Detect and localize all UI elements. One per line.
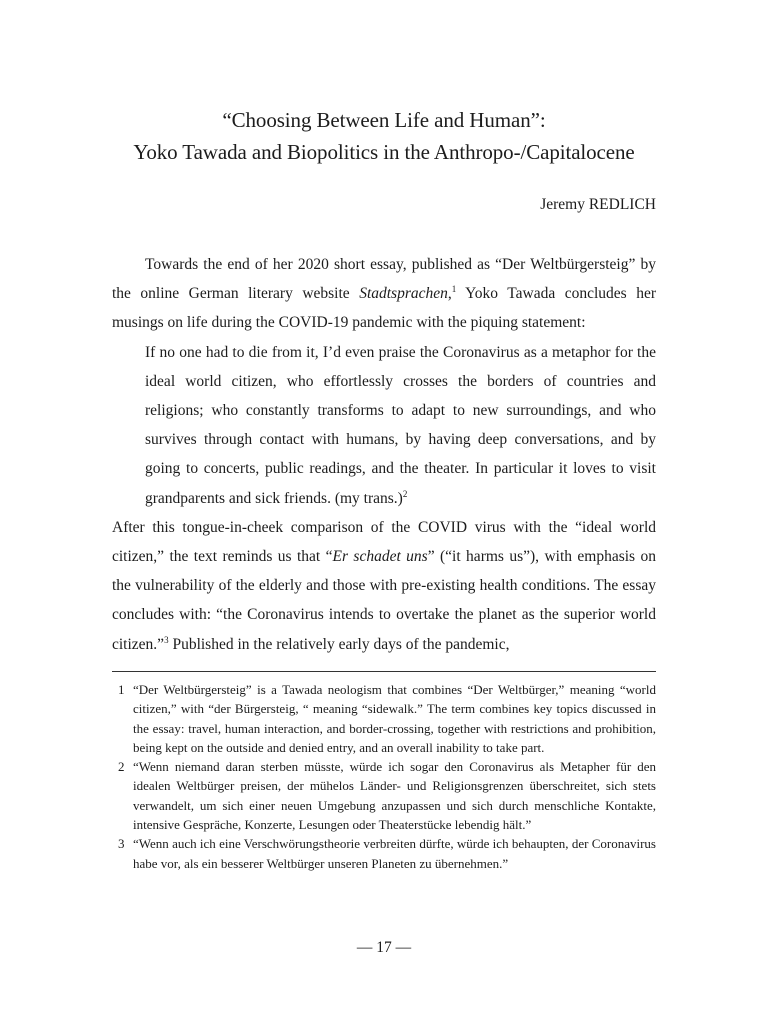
paragraph-1-italic: Stadtsprachen xyxy=(359,285,448,303)
paragraph-2-italic: Er schadet uns xyxy=(332,548,428,566)
author-name: Jeremy REDLICH xyxy=(540,196,656,213)
footnote-number: 1 xyxy=(118,682,125,697)
footnote-ref-2[interactable]: 2 xyxy=(402,488,408,499)
footnote-number: 3 xyxy=(118,836,125,852)
paragraph-2-text-c: Published in the relatively early days of the pandemic, xyxy=(168,635,510,653)
paragraph-1-text-c: Yoko Tawada concludes her musings on life during the COVID-19 pandemic with the piquing statement: xyxy=(112,285,657,332)
paper-title xyxy=(112,104,656,168)
page-number: — 17 — xyxy=(356,939,412,956)
paragraph-1-text-b: , xyxy=(447,285,452,303)
body-text xyxy=(112,250,656,659)
title-line-1: “Choosing Between Life and Human”: xyxy=(222,108,546,132)
footnote-number: 2 xyxy=(118,759,125,775)
footnote-text: “Wenn niemand daran sterben müsste, würde ich sogar den Coronavirus als Metapher für den idealen Weltbürger preisen, der mühelos Länder- und Religionsgrenzen überschreitet, sich stets verwandelt, um sich einer neuen Umgebung anzupassen und sich durch menschliche Kontakte, intensive Gespräche, Konzerte, Lesungen oder Theaterstücke lebendig hält.” xyxy=(133,759,656,833)
paragraph-2-text-b: ” (“it harms us”), with emphasis on the vulnerability of the elderly and those with pre-existing health conditions. The essay concludes with: “the Coronavirus intends to overtake the planet as the superior world citizen.” xyxy=(112,548,656,653)
footnote-text: “Der Weltbürgersteig” is a Tawada neologism that combines “Der Weltbürger,” meaning “world citizen,” with “der Bürgersteig, “ meaning “sidewalk.” The term combines key topics discussed in the essay: travel, human interaction, and border-crossing, together with restrictions and prohibition, being kept on the outside and denied entry, and an overall inability to take part. xyxy=(133,682,656,755)
paragraph-2 xyxy=(112,513,656,659)
paragraph-1-text-a: Towards the end of her 2020 short essay, published as “Der Weltbürgersteig” by the online German literary website xyxy=(112,256,656,303)
footnote-ref-3[interactable]: 3 xyxy=(164,634,169,645)
block-quote xyxy=(112,338,656,513)
footnote-3 xyxy=(112,834,656,873)
footnote-1 xyxy=(112,680,656,757)
footnote-divider xyxy=(112,671,656,672)
block-quote-text: If no one had to die from it, I’d even praise the Coronavirus as a metaphor for the ideal world citizen, who effortlessly crosses the borders of countries and religions; who constantly transforms to adapt to new surroundings, and who survives through contact with humans, by having deep conversations, and by going to concerts, public readings, and the theater. In particular it loves to visit grandparents and sick friends. (my trans.) xyxy=(145,343,656,507)
footnotes xyxy=(112,680,656,873)
paragraph-1 xyxy=(112,250,656,338)
footnote-2 xyxy=(112,757,656,834)
footnote-text: “Wenn auch ich eine Verschwörungstheorie verbreiten dürfte, würde ich behaupten, der Coronavirus habe vor, als ein besserer Weltbürger unseren Planeten zu übernehmen.” xyxy=(133,836,656,871)
paragraph-2-text-a: After this tongue-in-cheek comparison of the COVID virus with the “ideal world citizen,” the text reminds us that “ xyxy=(112,518,656,566)
title-line-2: Yoko Tawada and Biopolitics in the Anthropo-/Capitalocene xyxy=(133,140,635,164)
footnote-ref-1[interactable]: 1 xyxy=(451,284,457,295)
